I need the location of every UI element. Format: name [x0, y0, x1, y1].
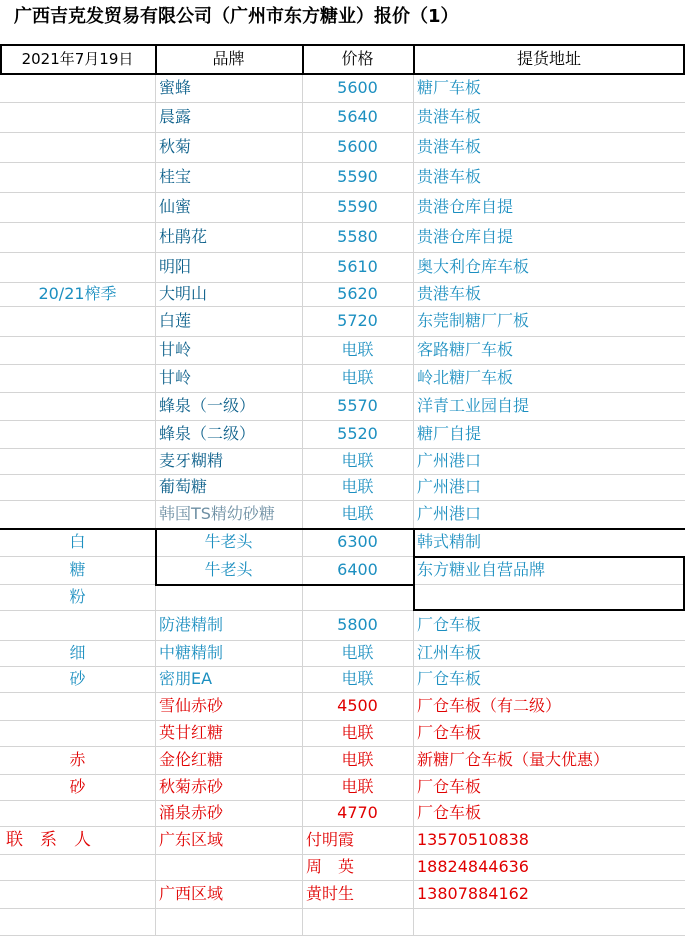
brand-cell: 桂宝: [159, 167, 192, 186]
price-cell: 电联: [341, 643, 374, 662]
location-cell: 厂仓车板: [417, 803, 482, 822]
location-cell: 糖厂车板: [417, 78, 482, 97]
category-label: 细: [69, 643, 86, 662]
price-cell: 5590: [337, 197, 378, 216]
brand-cell: 金伦红糖: [159, 750, 224, 769]
location-cell: 广州港口: [417, 451, 482, 470]
location-cell: 奥大利仓库车板: [417, 257, 530, 276]
price-cell: 6400: [337, 560, 378, 579]
location-cell: 广州港口: [417, 504, 482, 523]
price-cell: 5640: [337, 107, 378, 126]
price-cell: 电联: [341, 451, 374, 470]
location-cell: 广州港口: [417, 477, 482, 496]
price-cell: 5590: [337, 167, 378, 186]
location-cell: 贵港车板: [417, 284, 482, 303]
brand-cell: 甘岭: [159, 340, 192, 359]
location-cell: 韩式精制: [417, 532, 482, 551]
brand-cell: 甘岭: [159, 368, 192, 387]
brand-cell: 秋菊赤砂: [159, 777, 224, 796]
header-location: 提货地址: [516, 49, 581, 68]
brand-cell: 牛老头: [204, 560, 253, 579]
location-cell: 贵港车板: [417, 107, 482, 126]
location-cell: 贵港仓库自提: [417, 227, 514, 246]
price-cell: 5600: [337, 78, 378, 97]
brand-cell: 英甘红糖: [159, 723, 224, 742]
location-cell: 厂仓车板: [417, 777, 482, 796]
price-cell: 6300: [337, 532, 378, 551]
brand-cell: 晨露: [159, 107, 192, 126]
contact-name: 付明霞: [306, 830, 355, 849]
region-cell: 广东区域: [159, 830, 224, 849]
price-cell: 5620: [337, 284, 378, 303]
header-brand: 品牌: [212, 49, 245, 68]
brand-cell: 白莲: [159, 311, 192, 330]
location-cell: 贵港仓库自提: [417, 197, 514, 216]
brand-cell: 仙蜜: [159, 197, 192, 216]
brand-cell: 中糖精制: [159, 643, 224, 662]
price-cell: 5570: [337, 396, 378, 415]
price-cell: 5520: [337, 424, 378, 443]
brand-cell: 韩国TS精幼砂糖: [159, 504, 275, 523]
price-cell: 5800: [337, 615, 378, 634]
price-cell: 5600: [337, 137, 378, 156]
location-cell: 岭北糖厂车板: [417, 368, 514, 387]
contact-name: 黄时生: [306, 884, 355, 903]
brand-cell: 蜂泉（一级）: [159, 396, 256, 415]
header-price: 价格: [341, 49, 374, 68]
brand-cell: 秋菊: [159, 137, 192, 156]
brand-cell: 杜鹃花: [159, 227, 208, 246]
price-cell: 电联: [341, 750, 374, 769]
price-cell: 电联: [341, 777, 374, 796]
contact-phone: 13570510838: [417, 830, 529, 849]
price-cell: 电联: [341, 504, 374, 523]
price-cell: 4770: [337, 803, 378, 822]
brand-cell: 涌泉赤砂: [159, 803, 224, 822]
location-cell: 糖厂自提: [417, 424, 482, 443]
price-cell: 电联: [341, 340, 374, 359]
price-cell: 电联: [341, 477, 374, 496]
category-label: 赤: [69, 750, 86, 769]
region-cell: 广西区域: [159, 884, 224, 903]
price-cell: 电联: [341, 368, 374, 387]
brand-cell: 明阳: [159, 257, 192, 276]
brand-cell: 麦牙糊精: [159, 451, 224, 470]
season-group-label: 20/21榨季: [38, 284, 117, 303]
price-cell: 4500: [337, 696, 378, 715]
category-label: 糖: [69, 560, 86, 579]
location-cell: 贵港车板: [417, 137, 482, 156]
category-label: 砂: [69, 777, 86, 796]
location-cell: 新糖厂仓车板（量大优惠）: [417, 750, 610, 769]
brand-cell: 大明山: [159, 284, 208, 303]
row-divider: [0, 908, 685, 909]
location-cell: 厂仓车板（有二级）: [417, 696, 562, 715]
category-label: 粉: [69, 587, 86, 606]
location-cell: 厂仓车板: [417, 615, 482, 634]
brand-cell: 密朋EA: [159, 669, 213, 688]
region-cell: [155, 854, 302, 880]
location-cell: 客路糖厂车板: [417, 340, 514, 359]
contact-label: 联 系 人: [6, 829, 91, 850]
contact-phone: 18824844636: [417, 857, 529, 876]
brand-cell: 蜜蜂: [159, 78, 192, 97]
price-cell: 电联: [341, 723, 374, 742]
page-title: 广西吉克发贸易有限公司（广州市东方糖业）报价（1）: [14, 6, 459, 27]
contact-phone: 13807884162: [417, 884, 529, 903]
location-cell: 厂仓车板: [417, 669, 482, 688]
brand-cell: 牛老头: [204, 532, 253, 551]
location-cell: 东方糖业自营品牌: [417, 560, 546, 579]
location-cell: 洋青工业园自提: [417, 396, 530, 415]
brand-cell: 蜂泉（二级）: [159, 424, 256, 443]
price-cell: 5580: [337, 227, 378, 246]
brand-cell: 雪仙赤砂: [159, 696, 224, 715]
price-cell: 电联: [341, 669, 374, 688]
brand-cell: 葡萄糖: [159, 477, 208, 496]
location-cell: 江州车板: [417, 643, 482, 662]
brand-cell: 防港精制: [159, 615, 224, 634]
location-cell: 贵港车板: [417, 167, 482, 186]
location-cell: 东莞制糖厂厂板: [417, 311, 530, 330]
category-label: 砂: [69, 669, 86, 688]
price-cell: 5720: [337, 311, 378, 330]
location-cell: 厂仓车板: [417, 723, 482, 742]
contact-name: 周 英: [306, 857, 355, 876]
powder-border: [155, 584, 413, 586]
category-label: 白: [69, 532, 86, 551]
header-date: 2021年7月19日: [21, 49, 134, 68]
price-cell: 5610: [337, 257, 378, 276]
